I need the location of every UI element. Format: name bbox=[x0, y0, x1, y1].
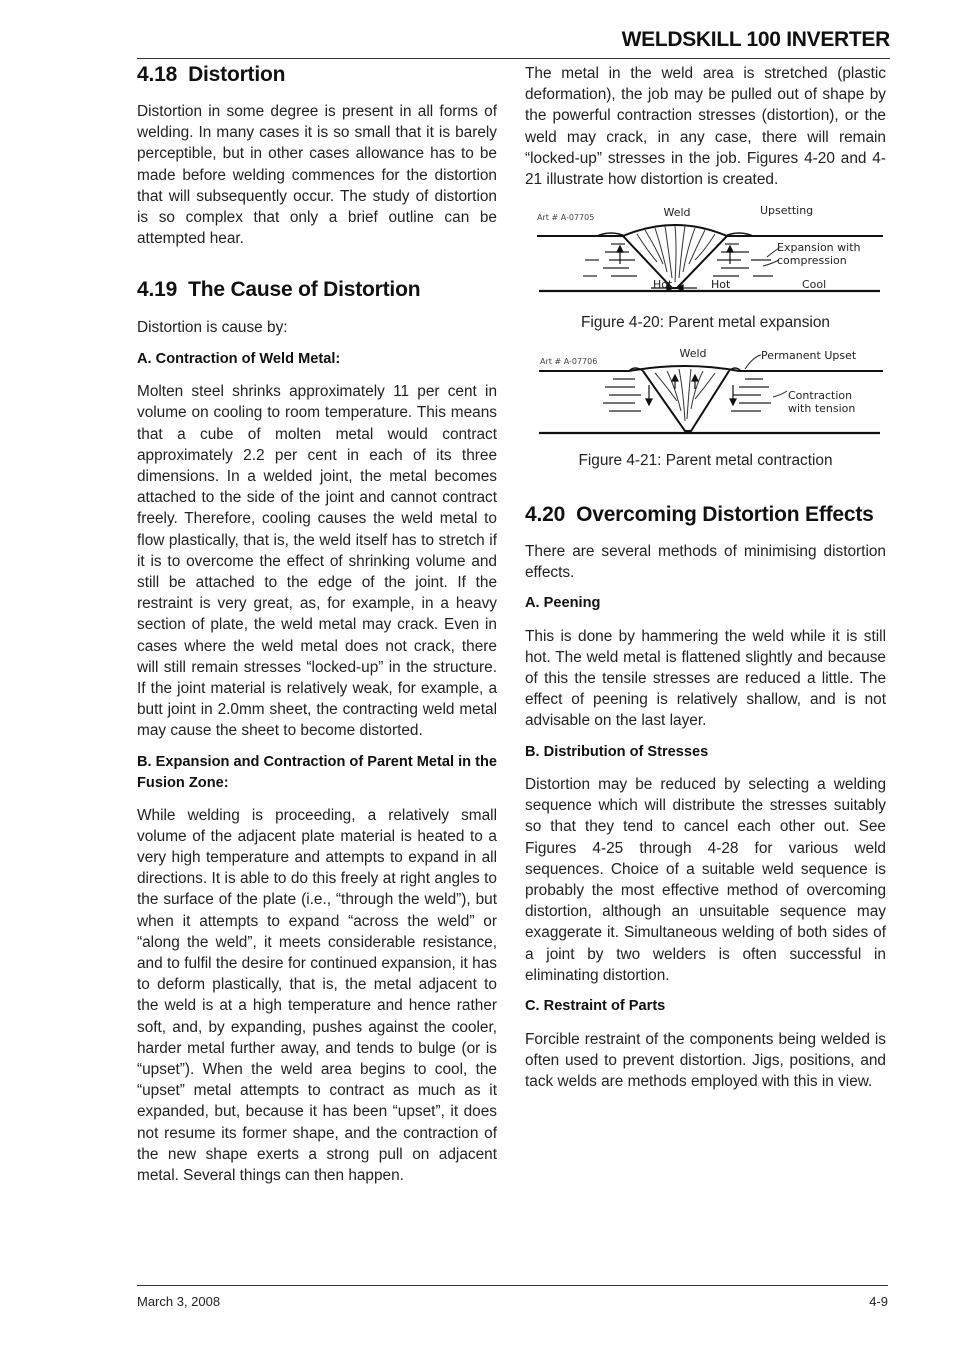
restraint-paragraph: Forcible restraint of the components being welded is often used to prevent distortion. Jigs, positions, and tack welds are methods employed with this in view. bbox=[525, 1030, 886, 1090]
cause-intro: Distortion is cause by: bbox=[137, 319, 288, 337]
art-number: Art # A-07705 bbox=[537, 213, 595, 223]
section-heading-4-18: 4.18 Distortion bbox=[137, 63, 286, 86]
expansion-label-line1: Expansion with bbox=[777, 241, 861, 255]
parent-metal-contraction-diagram bbox=[525, 349, 886, 441]
weld-label: Weld bbox=[663, 206, 691, 220]
page-number: 4-9 bbox=[869, 1294, 888, 1309]
upsetting-label: Upsetting bbox=[760, 204, 814, 218]
section-heading-4-20: 4.20 Overcoming Distortion Effects bbox=[525, 502, 874, 526]
left-column bbox=[137, 58, 497, 1186]
peening-paragraph: This is done by hammering the weld while it is still hot. The weld metal is flattened slightly and because of this the tensile stresses are reduced a little. The effect of peening is relatively shallow, and is not advisable on the last layer. bbox=[525, 627, 886, 730]
art-number: Art # A-07706 bbox=[540, 357, 598, 367]
overcoming-intro: There are several methods of minimising distortion effects. bbox=[525, 542, 886, 581]
contraction-label-line1: Contraction bbox=[788, 389, 853, 403]
distribution-paragraph: Distortion may be reduced by selecting a welding sequence which will distribute the stresses suitably so that they tend to cancel each other out. See Figures 4-25 through 4-28 for various weld sequences. Choice of a suitable weld sequence is probably the most effective method of overcoming distortion, although an unsuitable sequence may exaggerate it. Simultaneous welding of both sides of a joint by two welders is often successful in eliminating distortion. bbox=[525, 776, 886, 984]
figure-4-21-caption: Figure 4-21: Parent metal contraction bbox=[578, 452, 833, 470]
subheading-parent-metal: B. Expansion and Contraction of Parent Metal in the Fusion Zone: bbox=[137, 753, 498, 792]
parent-metal-paragraph: While welding is proceeding, a relatively small volume of the adjacent plate material is heated to a very high temperature and attempts to expand in all directions. It is able to do this freely at right angles to the surface of the plate (i.e., “through the weld”), but when it attempts to expand “across the weld” or “along the weld”, it meets considerable resistance, and to fulfil the desire for continued expansion, it has to deform plastically, that is, the metal adjacent to the weld is at a high temperature and hence rather soft, and, by expanding, pushes against the cooler, harder metal further away, and tends to bulge (or is “upset”). When the weld area begins to cool, the “upset” metal attempts to contract as much as it expanded, but, because it has been “upset”, it does not resume its former shape, and the contraction of the new shape exerts a strong pull on adjacent metal. Several things can then happen. bbox=[137, 806, 497, 1185]
figure-4-21 bbox=[525, 349, 886, 471]
weld-label: Weld bbox=[679, 349, 707, 361]
figure-4-20 bbox=[525, 202, 886, 333]
permanent-upset-label: Permanent Upset bbox=[761, 349, 857, 363]
hot-right-label: Hot bbox=[711, 278, 731, 292]
expansion-label-line2: compression bbox=[777, 254, 847, 268]
figure-4-20-caption: Figure 4-20: Parent metal expansion bbox=[581, 314, 830, 332]
distortion-paragraph: Distortion in some degree is present in all forms of welding. In many cases it is so small that it is barely perceptible, but in other cases allowance has to be made before welding commences for the distortion that will subsequently occur. The study of distortion is so complex that only a brief outline can be attempted hear. bbox=[137, 103, 497, 248]
subheading-distribution-stresses: B. Distribution of Stresses bbox=[525, 743, 709, 760]
cool-label: Cool bbox=[802, 278, 827, 292]
subheading-contraction-weld-metal: A. Contraction of Weld Metal: bbox=[137, 350, 341, 367]
footer-date: March 3, 2008 bbox=[137, 1294, 221, 1309]
page-header bbox=[137, 26, 890, 59]
subheading-peening: A. Peening bbox=[525, 595, 601, 612]
section-heading-4-19: 4.19 The Cause of Distortion bbox=[137, 278, 421, 302]
parent-metal-expansion-diagram bbox=[525, 202, 886, 302]
right-intro-paragraph: The metal in the weld area is stretched (plastic deformation), the job may be pulled out of shape by the powerful contraction stresses (distortion), or the weld may crack, in any case, there will remain “locked-up” stresses in the job. Figures 4-20 and 4- 21 illustrate how distortion is created. bbox=[525, 65, 886, 189]
header-title: WELDSKILL 100 INVERTER bbox=[621, 28, 890, 51]
contraction-weld-metal-paragraph: Molten steel shrinks approximately 11 per cent in volume on cooling to room temperature. This means that a cube of molten metal would contract approximately 2.2 per cent in each of its three dimensions. In a welded joint, the metal becomes attached to the side of the joint and cannot contract freely. Therefore, cooling causes the weld metal to flow plastically, that is, the weld itself has to stretch if it is to overcome the effect of shrinking volume and still be attached to the edge of the joint. If the restraint is very great, as, for example, in a heavy section of plate, the weld metal may crack. Even in cases where the weld metal does not crack, there will still remain stresses “locked-up” in the structure. If the joint material is relatively weak, for example, a butt joint in 2.0mm sheet, the contracting weld metal may cause the sheet to become distorted. bbox=[137, 383, 497, 740]
hot-left-label: Hot bbox=[653, 278, 673, 292]
right-column bbox=[525, 58, 886, 1092]
subheading-restraint-parts: C. Restraint of Parts bbox=[525, 998, 666, 1015]
contraction-label-line2: with tension bbox=[788, 402, 856, 416]
page-footer bbox=[137, 1285, 888, 1309]
